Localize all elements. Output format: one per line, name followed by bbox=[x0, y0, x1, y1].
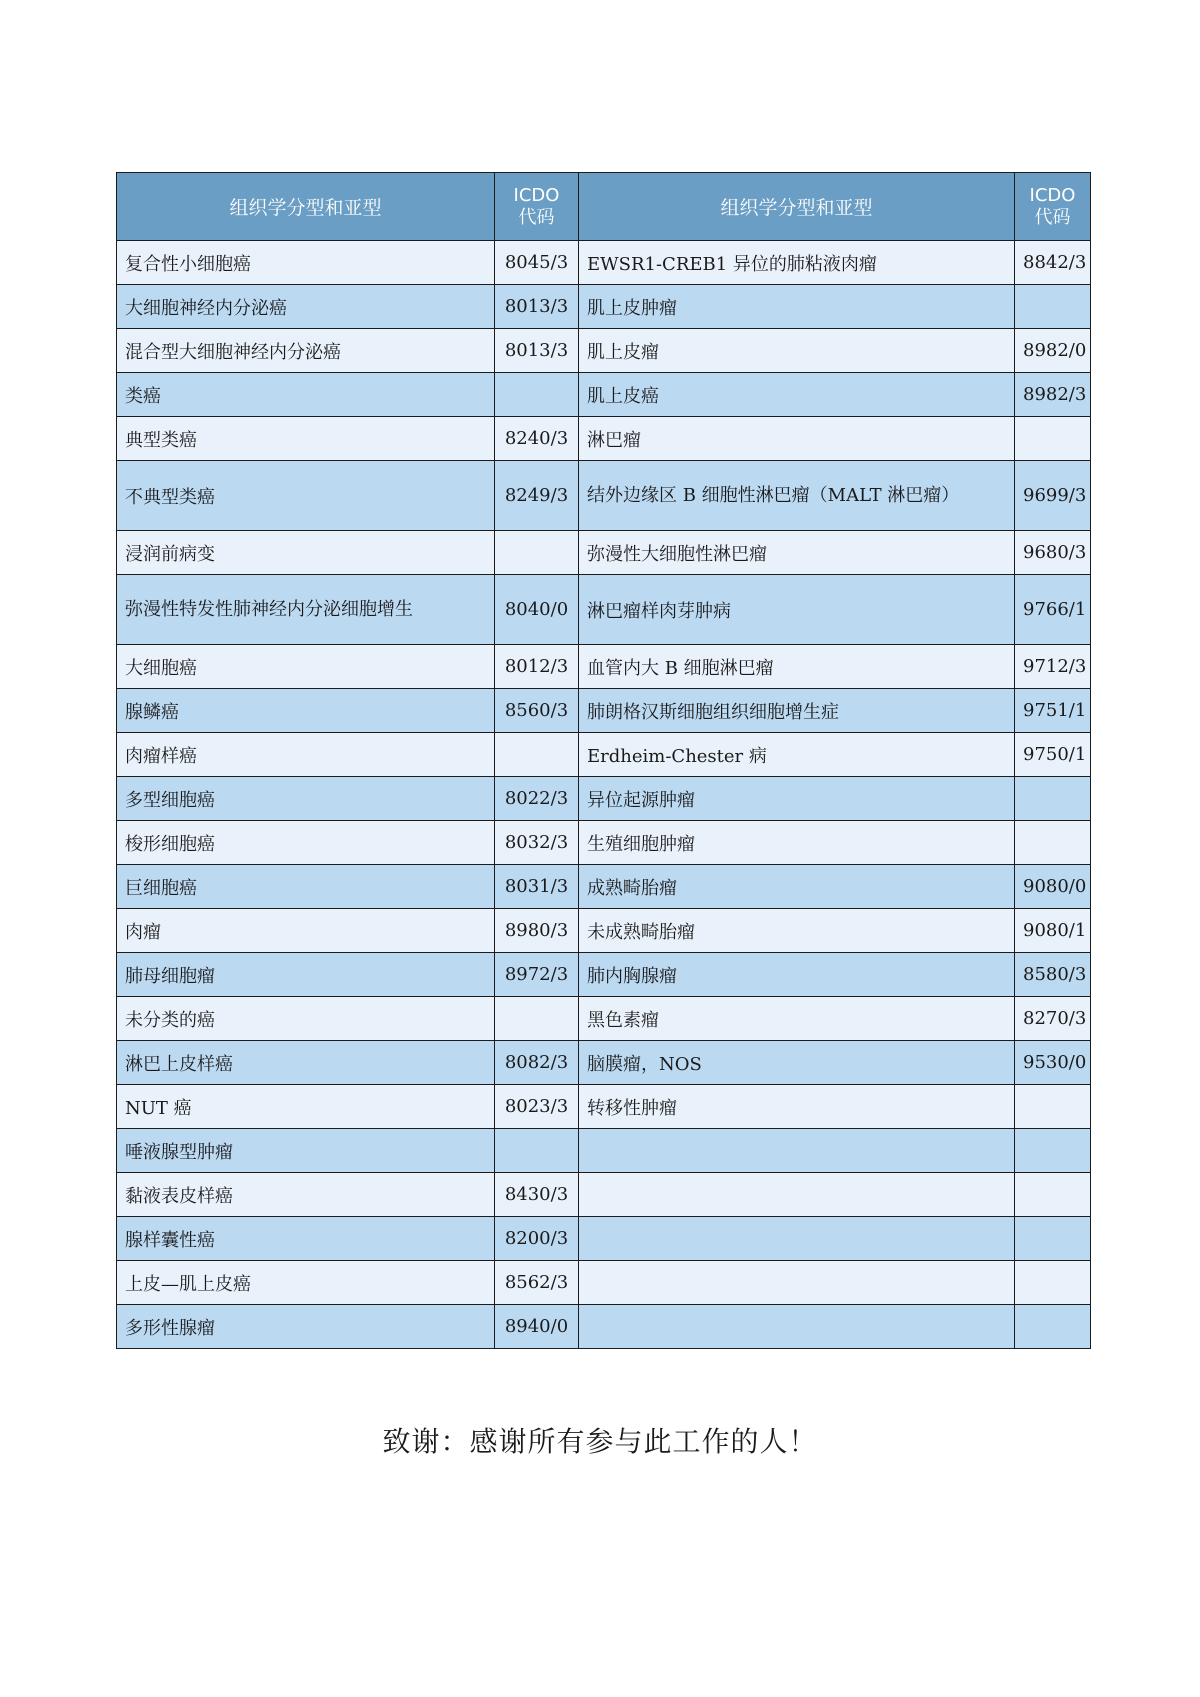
right-code-cell bbox=[1015, 285, 1091, 329]
right-name-cell: 成熟畸胎瘤 bbox=[579, 865, 1015, 909]
left-name-cell: 不典型类癌 bbox=[117, 461, 495, 531]
right-code-cell: 8580/3 bbox=[1015, 953, 1091, 997]
left-code-cell: 8013/3 bbox=[495, 329, 579, 373]
right-code-cell: 9712/3 bbox=[1015, 645, 1091, 689]
table-row bbox=[117, 575, 1091, 645]
left-code-cell bbox=[495, 1129, 579, 1173]
table-row bbox=[117, 1041, 1091, 1085]
right-code-cell: 8982/0 bbox=[1015, 329, 1091, 373]
table-row bbox=[117, 1085, 1091, 1129]
left-code-cell: 8240/3 bbox=[495, 417, 579, 461]
left-code-cell: 8560/3 bbox=[495, 689, 579, 733]
right-code-cell bbox=[1015, 1129, 1091, 1173]
left-name-cell: 浸润前病变 bbox=[117, 531, 495, 575]
table-row bbox=[117, 285, 1091, 329]
left-name-cell: 未分类的癌 bbox=[117, 997, 495, 1041]
left-name-cell: 多型细胞癌 bbox=[117, 777, 495, 821]
table-row bbox=[117, 865, 1091, 909]
right-name-cell bbox=[579, 461, 1015, 531]
right-code-cell: 9080/0 bbox=[1015, 865, 1091, 909]
right-code-cell: 9766/1 bbox=[1015, 575, 1091, 645]
left-name-text: 弥漫性特发性肺神经内分泌细胞增生 bbox=[125, 598, 413, 620]
left-name-cell: 大细胞癌 bbox=[117, 645, 495, 689]
left-code-cell: 8013/3 bbox=[495, 285, 579, 329]
right-code-cell: 9750/1 bbox=[1015, 733, 1091, 777]
right-code-cell bbox=[1015, 1305, 1091, 1349]
header-histology-left: 组织学分型和亚型 bbox=[117, 173, 495, 241]
left-name-cell: 典型类癌 bbox=[117, 417, 495, 461]
right-name-cell: 弥漫性大细胞性淋巴瘤 bbox=[579, 531, 1015, 575]
right-code-cell: 8842/3 bbox=[1015, 241, 1091, 285]
table-row bbox=[117, 373, 1091, 417]
table-row bbox=[117, 821, 1091, 865]
right-name-cell bbox=[579, 1305, 1015, 1349]
header-icdo-left bbox=[495, 173, 579, 241]
left-code-cell bbox=[495, 733, 579, 777]
table-row bbox=[117, 417, 1091, 461]
left-name-cell: 腺鳞癌 bbox=[117, 689, 495, 733]
left-name-cell: 上皮—肌上皮癌 bbox=[117, 1261, 495, 1305]
right-name-cell bbox=[579, 1261, 1015, 1305]
left-name-cell: 腺样囊性癌 bbox=[117, 1217, 495, 1261]
right-code-cell bbox=[1015, 1261, 1091, 1305]
right-name-cell bbox=[579, 1129, 1015, 1173]
right-code-cell bbox=[1015, 1217, 1091, 1261]
table-row bbox=[117, 733, 1091, 777]
left-code-cell: 8082/3 bbox=[495, 1041, 579, 1085]
right-name-cell: 淋巴瘤样肉芽肿病 bbox=[579, 575, 1015, 645]
right-name-cell: 淋巴瘤 bbox=[579, 417, 1015, 461]
left-code-cell: 8040/0 bbox=[495, 575, 579, 645]
right-code-cell: 9751/1 bbox=[1015, 689, 1091, 733]
table-row bbox=[117, 953, 1091, 997]
left-name-cell: 黏液表皮样癌 bbox=[117, 1173, 495, 1217]
table-row bbox=[117, 531, 1091, 575]
right-name-cell bbox=[579, 1173, 1015, 1217]
left-code-cell: 8562/3 bbox=[495, 1261, 579, 1305]
table-row bbox=[117, 1261, 1091, 1305]
left-code-cell: 8430/3 bbox=[495, 1173, 579, 1217]
left-name-cell: 巨细胞癌 bbox=[117, 865, 495, 909]
right-name-cell: 血管内大 B 细胞淋巴瘤 bbox=[579, 645, 1015, 689]
right-code-cell: 8270/3 bbox=[1015, 997, 1091, 1041]
right-name-cell: Erdheim-Chester 病 bbox=[579, 733, 1015, 777]
left-name-cell: 唾液腺型肿瘤 bbox=[117, 1129, 495, 1173]
table-row bbox=[117, 329, 1091, 373]
left-name-cell: 复合性小细胞癌 bbox=[117, 241, 495, 285]
right-name-cell: 转移性肿瘤 bbox=[579, 1085, 1015, 1129]
right-code-cell: 9080/1 bbox=[1015, 909, 1091, 953]
left-name-cell: 梭形细胞癌 bbox=[117, 821, 495, 865]
left-code-cell: 8032/3 bbox=[495, 821, 579, 865]
right-name-cell: EWSR1-CREB1 异位的肺粘液肉瘤 bbox=[579, 241, 1015, 285]
right-code-cell: 8982/3 bbox=[1015, 373, 1091, 417]
right-name-cell: 肌上皮瘤 bbox=[579, 329, 1015, 373]
right-name-cell: 肌上皮肿瘤 bbox=[579, 285, 1015, 329]
right-code-cell: 9699/3 bbox=[1015, 461, 1091, 531]
left-name-cell: NUT 癌 bbox=[117, 1085, 495, 1129]
left-name-cell: 类癌 bbox=[117, 373, 495, 417]
right-name-cell bbox=[579, 1217, 1015, 1261]
header-icdo-right bbox=[1015, 173, 1091, 241]
classification-table bbox=[116, 172, 1091, 1349]
left-name-cell: 淋巴上皮样癌 bbox=[117, 1041, 495, 1085]
right-name-cell: 脑膜瘤，NOS bbox=[579, 1041, 1015, 1085]
right-code-cell bbox=[1015, 1085, 1091, 1129]
left-code-cell: 8249/3 bbox=[495, 461, 579, 531]
right-code-cell bbox=[1015, 1173, 1091, 1217]
right-name-cell: 肺朗格汉斯细胞组织细胞增生症 bbox=[579, 689, 1015, 733]
left-name-cell: 肉瘤样癌 bbox=[117, 733, 495, 777]
right-code-cell bbox=[1015, 821, 1091, 865]
table-header-row bbox=[117, 173, 1091, 241]
right-code-cell: 9680/3 bbox=[1015, 531, 1091, 575]
left-code-cell: 8200/3 bbox=[495, 1217, 579, 1261]
header-histology-right: 组织学分型和亚型 bbox=[579, 173, 1015, 241]
acknowledgement-text: 致谢：感谢所有参与此工作的人！ bbox=[382, 1425, 818, 1458]
left-code-cell: 8023/3 bbox=[495, 1085, 579, 1129]
table-row bbox=[117, 1305, 1091, 1349]
left-name-cell: 大细胞神经内分泌癌 bbox=[117, 285, 495, 329]
table-row bbox=[117, 909, 1091, 953]
right-name-text: 结外边缘区 B 细胞性淋巴瘤（MALT 淋巴瘤） bbox=[587, 484, 960, 506]
left-code-cell bbox=[495, 997, 579, 1041]
left-code-cell: 8022/3 bbox=[495, 777, 579, 821]
left-name-cell: 混合型大细胞神经内分泌癌 bbox=[117, 329, 495, 373]
left-code-cell: 8940/0 bbox=[495, 1305, 579, 1349]
table-row bbox=[117, 1129, 1091, 1173]
table-row bbox=[117, 997, 1091, 1041]
table-row bbox=[117, 645, 1091, 689]
table-row bbox=[117, 689, 1091, 733]
left-name-cell bbox=[117, 575, 495, 645]
header-icdo-left-text: ICDO 代码 bbox=[513, 184, 560, 228]
right-name-cell: 肌上皮癌 bbox=[579, 373, 1015, 417]
right-name-cell: 生殖细胞肿瘤 bbox=[579, 821, 1015, 865]
table-row bbox=[117, 1217, 1091, 1261]
left-code-cell: 8031/3 bbox=[495, 865, 579, 909]
left-code-cell bbox=[495, 373, 579, 417]
header-icdo-right-text: ICDO 代码 bbox=[1029, 184, 1076, 228]
table-row bbox=[117, 461, 1091, 531]
right-name-cell: 异位起源肿瘤 bbox=[579, 777, 1015, 821]
left-code-cell bbox=[495, 531, 579, 575]
right-code-cell: 9530/0 bbox=[1015, 1041, 1091, 1085]
table-row bbox=[117, 241, 1091, 285]
right-name-cell: 肺内胸腺瘤 bbox=[579, 953, 1015, 997]
table-row bbox=[117, 777, 1091, 821]
left-code-cell: 8972/3 bbox=[495, 953, 579, 997]
table-row bbox=[117, 1173, 1091, 1217]
left-code-cell: 8980/3 bbox=[495, 909, 579, 953]
right-name-cell: 未成熟畸胎瘤 bbox=[579, 909, 1015, 953]
left-name-cell: 肺母细胞瘤 bbox=[117, 953, 495, 997]
left-code-cell: 8045/3 bbox=[495, 241, 579, 285]
right-code-cell bbox=[1015, 417, 1091, 461]
left-name-cell: 肉瘤 bbox=[117, 909, 495, 953]
right-code-cell bbox=[1015, 777, 1091, 821]
right-name-cell: 黑色素瘤 bbox=[579, 997, 1015, 1041]
left-name-cell: 多形性腺瘤 bbox=[117, 1305, 495, 1349]
left-code-cell: 8012/3 bbox=[495, 645, 579, 689]
